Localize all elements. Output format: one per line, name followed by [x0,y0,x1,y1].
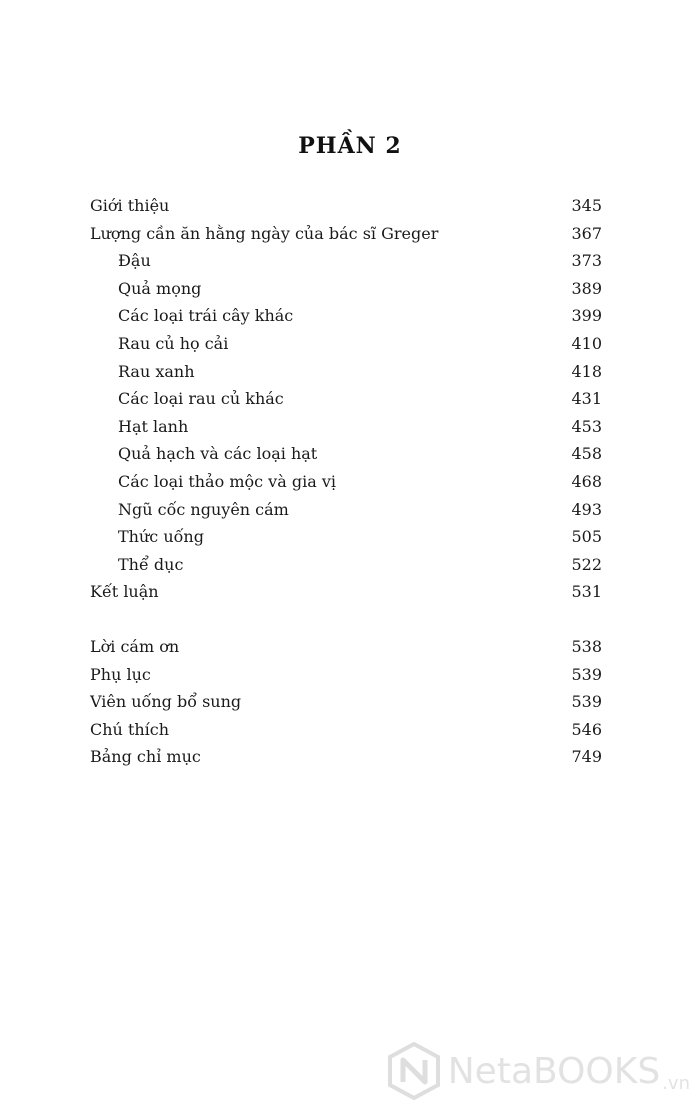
toc-entry-title: Thức uống [118,527,204,547]
toc-entry [90,688,602,716]
toc-entry-title: Ngũ cốc nguyên cám [118,499,289,519]
toc-entry-title: Viên uống bổ sung [90,692,242,712]
toc-entry-title: Quả mọng [118,278,202,298]
toc-entry [90,302,602,330]
toc-entry-title: Lượng cần ăn hằng ngày của bác sĩ Greger [90,223,439,243]
toc-entry [90,358,602,386]
toc-entry-title: Giới thiệu [90,196,170,215]
toc-entry [90,578,602,606]
toc-group-back-matter [90,633,602,771]
toc-group-main [90,192,602,606]
toc-entry-page: 468 [571,471,602,491]
toc-entry [90,523,602,551]
toc-entry [90,192,602,220]
toc-entry-page: 453 [571,416,602,436]
toc-entry-title: Rau củ họ cải [118,333,229,353]
toc-entry-page: 505 [571,527,602,547]
toc-spacer [90,606,602,633]
toc-entry [90,275,602,303]
toc-entry [90,413,602,441]
toc-entry-page: 418 [571,361,602,381]
toc-entry [90,496,602,524]
toc-entry-page: 531 [571,582,602,602]
neta-logo-icon [388,1042,440,1100]
toc-entry-page: 538 [571,636,602,656]
toc-entry [90,385,602,413]
table-of-contents [90,192,602,771]
toc-entry-page: 373 [571,251,602,271]
toc-entry-page: 539 [571,692,602,712]
watermark [388,1042,690,1100]
toc-entry-title: Các loại rau củ khác [118,389,284,409]
toc-entry-page: 410 [571,333,602,353]
toc-entry-title: Quả hạch và các loại hạt [118,444,318,464]
toc-entry [90,661,602,689]
toc-entry [90,440,602,468]
toc-entry-page: 493 [571,499,602,519]
toc-entry-title: Các loại trái cây khác [118,306,294,326]
toc-entry-title: Phụ lục [90,664,151,684]
toc-entry [90,716,602,744]
toc-entry [90,551,602,579]
toc-entry-page: 431 [571,389,602,409]
toc-entry [90,468,602,496]
toc-entry [90,330,602,358]
toc-entry-title: Bảng chỉ mục [90,747,201,767]
toc-entry-page: 749 [571,747,602,767]
watermark-suffix: .vn [662,1073,690,1094]
toc-entry-title: Lời cám ơn [90,636,180,656]
toc-entry [90,743,602,771]
toc-entry-page: 546 [571,719,602,739]
toc-entry [90,220,602,248]
section-heading: PHẦN 2 [298,133,402,159]
toc-entry-page: 367 [571,223,602,243]
toc-entry-title: Rau xanh [118,361,195,381]
toc-entry-page: 539 [571,664,602,684]
toc-entry-title: Chú thích [90,719,170,739]
toc-entry-page: 522 [571,554,602,574]
toc-entry [90,633,602,661]
toc-entry-page: 389 [571,278,602,298]
toc-entry-title: Các loại thảo mộc và gia vị [118,471,336,491]
toc-entry-title: Thể dục [118,554,184,574]
toc-entry-title: Đậu [118,251,151,271]
toc-entry [90,247,602,275]
toc-entry-title: Hạt lanh [118,416,189,436]
toc-entry-page: 458 [571,444,602,464]
toc-entry-page: 345 [571,196,602,215]
toc-entry-page: 399 [571,306,602,326]
watermark-text: NetaBOOKS [447,1050,661,1092]
toc-entry-title: Kết luận [90,582,159,602]
